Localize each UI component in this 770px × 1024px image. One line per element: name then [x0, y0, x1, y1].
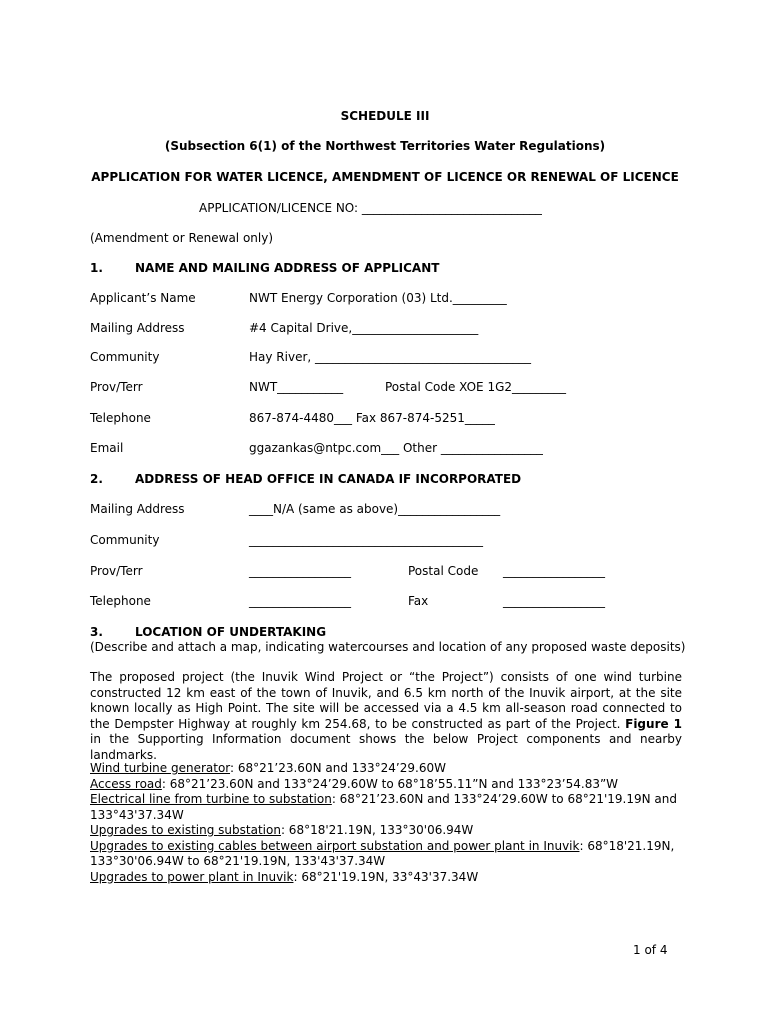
page-number: 1 of 4: [633, 943, 668, 957]
head-office-prov-label: Prov/Terr: [90, 564, 143, 578]
location-item: [90, 792, 690, 823]
project-description: [90, 670, 682, 763]
head-office-fax-field[interactable]: _________________: [503, 594, 605, 608]
location-list: [90, 761, 690, 885]
head-office-mailing-label: Mailing Address: [90, 502, 185, 516]
applicant-name-field[interactable]: NWT Energy Corporation (03) Ltd._________: [249, 291, 507, 305]
section1-heading: NAME AND MAILING ADDRESS OF APPLICANT: [135, 261, 440, 275]
location-item: [90, 761, 690, 777]
head-office-telephone-label: Telephone: [90, 594, 151, 608]
location-item: [90, 870, 690, 886]
telephone-label: Telephone: [90, 411, 151, 425]
head-office-telephone-field[interactable]: _________________: [249, 594, 351, 608]
head-office-postal-field[interactable]: _________________: [503, 564, 605, 578]
mailing-address-field[interactable]: #4 Capital Drive,_____________________: [249, 321, 479, 335]
location-coordinates: : 68°21'19.19N, 33°43'37.34W: [293, 869, 479, 884]
applicant-name-label: Applicant’s Name: [90, 291, 196, 305]
location-coordinates: : 68°21’23.60N and 133°24’29.60W to 68°21'19.19N and 133°43'37.34W: [90, 792, 677, 822]
schedule-title: SCHEDULE III: [340, 109, 430, 123]
head-office-fax-label: Fax: [408, 594, 429, 608]
location-item: [90, 839, 690, 870]
project-description-tail: in the Supporting Information document shows the below Project components and nearby landmarks.: [90, 732, 682, 762]
head-office-community-field[interactable]: _______________________________________: [249, 533, 483, 547]
community-field[interactable]: Hay River, ____________________________________: [249, 350, 532, 364]
location-coordinates: : 68°18'21.19N, 133°30'06.94W: [280, 823, 474, 837]
subsection-reference: (Subsection 6(1) of the Northwest Territories Water Regulations): [164, 139, 606, 153]
prov-terr-label: Prov/Terr: [90, 380, 143, 394]
telephone-fax-field[interactable]: 867-874-4480___ Fax 867-874-5251_____: [249, 411, 495, 425]
location-label: Upgrades to power plant in Inuvik: [90, 869, 294, 884]
licence-number-field[interactable]: APPLICATION/LICENCE NO: ______________________________: [199, 201, 542, 215]
project-description-text: The proposed project (the Inuvik Wind Project or “the Project”) consists of one wind turbine constructed 12 km east of the town of Inuvik, and 6.5 km north of the Inuvik airport, at the site known locally as High Point. The site will be accessed via a 4.5 km all-season road connected to the Dempster Highway at roughly km 254.68, to be constructed as part of the Project.: [90, 670, 682, 731]
location-label: Wind turbine generator: [90, 761, 231, 775]
head-office-postal-label: Postal Code: [408, 564, 479, 578]
location-coordinates: : 68°21’23.60N and 133°24’29.60W to 68°18’55.11”N and 133°23’54.83”W: [161, 776, 619, 791]
section2-heading: ADDRESS OF HEAD OFFICE IN CANADA IF INCORPORATED: [135, 472, 522, 486]
email-label: Email: [90, 441, 124, 455]
location-label: Upgrades to existing substation: [90, 823, 281, 837]
postal-code-field[interactable]: Postal Code XOE 1G2_________: [385, 380, 567, 394]
section1-number: 1.: [90, 261, 103, 275]
location-item: [90, 823, 690, 839]
location-coordinates: : 68°18'21.19N, 133°30'06.94W to 68°21'19.19N, 133'43'37.34W: [90, 838, 675, 868]
email-other-field[interactable]: ggazankas@ntpc.com___ Other _________________: [249, 441, 543, 455]
section3-instruction: (Describe and attach a map, indicating watercourses and location of any proposed waste deposits): [90, 640, 686, 654]
figure-reference: Figure 1: [625, 716, 682, 731]
prov-terr-field[interactable]: NWT___________: [249, 380, 344, 394]
location-coordinates: : 68°21’23.60N and 133°24’29.60W: [230, 761, 446, 775]
amendment-note: (Amendment or Renewal only): [90, 231, 274, 245]
location-label: Access road: [90, 776, 162, 791]
community-label: Community: [90, 350, 160, 364]
location-item: [90, 777, 690, 793]
location-label: Electrical line from turbine to substation: [90, 792, 332, 806]
section3-heading: LOCATION OF UNDERTAKING: [135, 625, 327, 639]
mailing-address-label: Mailing Address: [90, 321, 185, 335]
head-office-prov-field[interactable]: _________________: [249, 564, 351, 578]
location-label: Upgrades to existing cables between airport substation and power plant in Inuvik: [90, 838, 580, 853]
form-title: APPLICATION FOR WATER LICENCE, AMENDMENT OF LICENCE OR RENEWAL OF LICENCE: [91, 170, 679, 184]
section3-number: 3.: [90, 625, 103, 639]
head-office-mailing-field[interactable]: ____N/A (same as above)_________________: [249, 502, 501, 516]
head-office-community-label: Community: [90, 533, 160, 547]
section2-number: 2.: [90, 472, 103, 486]
